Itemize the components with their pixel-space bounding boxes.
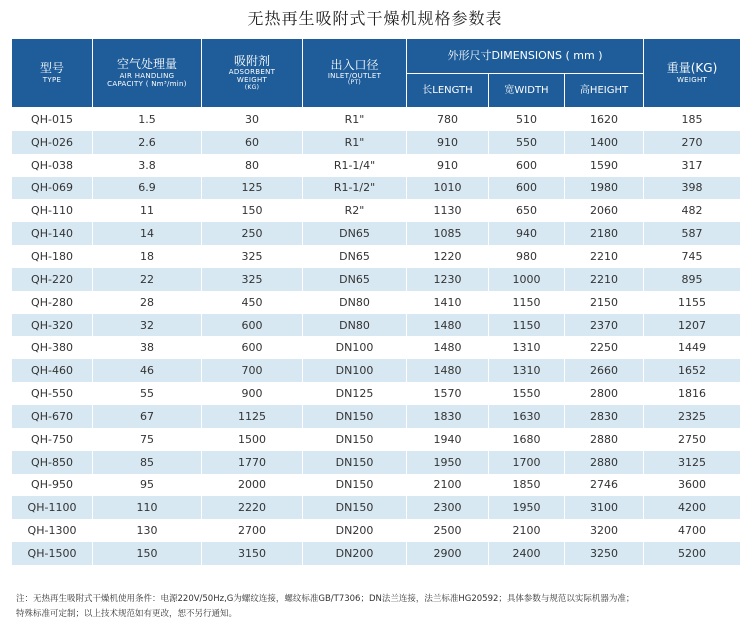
cell-length: 1480 — [407, 359, 489, 382]
cell-inlet-outlet: DN80 — [303, 314, 407, 337]
cell-length: 1010 — [407, 177, 489, 200]
cell-adsorbent: 600 — [202, 314, 303, 337]
cell-inlet-outlet: DN150 — [303, 451, 407, 474]
cell-type: QH-320 — [12, 314, 93, 337]
cell-weight: 895 — [644, 268, 741, 291]
cell-inlet-outlet: DN200 — [303, 542, 407, 565]
cell-adsorbent: 325 — [202, 268, 303, 291]
cell-adsorbent: 3150 — [202, 542, 303, 565]
header-capacity: 空气处理量 AIR HANDLING CAPACITY ( Nm³/min) — [93, 39, 202, 108]
cell-capacity: 38 — [93, 336, 202, 359]
cell-inlet-outlet: DN65 — [303, 222, 407, 245]
cell-width: 1700 — [489, 451, 565, 474]
cell-capacity: 130 — [93, 519, 202, 542]
footnote-line-2: 特殊标准可定制；以上技术规范如有更改，恕不另行通知。 — [16, 609, 238, 619]
cell-adsorbent: 700 — [202, 359, 303, 382]
cell-capacity: 2.6 — [93, 131, 202, 154]
cell-length: 1220 — [407, 245, 489, 268]
cell-height: 2060 — [565, 199, 644, 222]
header-weight: 重量(KG) WEIGHT — [644, 39, 741, 108]
table-row — [12, 268, 741, 291]
header-width: 宽WIDTH — [489, 74, 565, 108]
cell-capacity: 75 — [93, 428, 202, 451]
cell-type: QH-038 — [12, 154, 93, 177]
cell-capacity: 18 — [93, 245, 202, 268]
cell-type: QH-026 — [12, 131, 93, 154]
cell-height: 3200 — [565, 519, 644, 542]
cell-height: 1590 — [565, 154, 644, 177]
cell-weight: 398 — [644, 177, 741, 200]
cell-inlet-outlet: DN150 — [303, 428, 407, 451]
cell-inlet-outlet: DN150 — [303, 496, 407, 519]
cell-width: 1950 — [489, 496, 565, 519]
table-row — [12, 519, 741, 542]
cell-weight: 587 — [644, 222, 741, 245]
table-row — [12, 451, 741, 474]
cell-width: 980 — [489, 245, 565, 268]
table-row — [12, 542, 741, 565]
cell-adsorbent: 2220 — [202, 496, 303, 519]
cell-length: 1410 — [407, 291, 489, 314]
cell-length: 1130 — [407, 199, 489, 222]
cell-weight: 1449 — [644, 336, 741, 359]
cell-length: 1480 — [407, 314, 489, 337]
table-row — [12, 382, 741, 405]
cell-capacity: 150 — [93, 542, 202, 565]
cell-width: 1310 — [489, 359, 565, 382]
cell-capacity: 1.5 — [93, 108, 202, 131]
cell-capacity: 110 — [93, 496, 202, 519]
cell-adsorbent: 600 — [202, 336, 303, 359]
cell-inlet-outlet: DN80 — [303, 291, 407, 314]
cell-capacity: 95 — [93, 474, 202, 497]
cell-width: 940 — [489, 222, 565, 245]
cell-inlet-outlet: DN150 — [303, 405, 407, 428]
footnote — [16, 592, 741, 622]
cell-adsorbent: 900 — [202, 382, 303, 405]
table-row — [12, 131, 741, 154]
cell-inlet-outlet: R2" — [303, 199, 407, 222]
cell-length: 1830 — [407, 405, 489, 428]
cell-inlet-outlet: DN65 — [303, 245, 407, 268]
cell-length: 910 — [407, 154, 489, 177]
cell-capacity: 6.9 — [93, 177, 202, 200]
table-row — [12, 496, 741, 519]
cell-capacity: 11 — [93, 199, 202, 222]
cell-type: QH-180 — [12, 245, 93, 268]
cell-width: 1310 — [489, 336, 565, 359]
cell-type: QH-220 — [12, 268, 93, 291]
header-type: 型号 TYPE — [12, 39, 93, 108]
cell-capacity: 55 — [93, 382, 202, 405]
cell-weight: 3125 — [644, 451, 741, 474]
cell-length: 1480 — [407, 336, 489, 359]
header-adsorbent: 吸附剂 ADSORBENT WEIGHT (KG) — [202, 39, 303, 108]
header-inlet-outlet: 出入口径 INLET/OUTLET (PT) — [303, 39, 407, 108]
spec-table-body — [12, 108, 741, 565]
cell-inlet-outlet: R1-1/2" — [303, 177, 407, 200]
cell-height: 1400 — [565, 131, 644, 154]
cell-inlet-outlet: DN150 — [303, 474, 407, 497]
cell-height: 2880 — [565, 451, 644, 474]
header-height: 高HEIGHT — [565, 74, 644, 108]
cell-type: QH-069 — [12, 177, 93, 200]
cell-inlet-outlet: DN100 — [303, 336, 407, 359]
cell-adsorbent: 2700 — [202, 519, 303, 542]
cell-width: 1630 — [489, 405, 565, 428]
spec-table — [11, 38, 741, 565]
cell-length: 1950 — [407, 451, 489, 474]
cell-weight: 5200 — [644, 542, 741, 565]
cell-type: QH-1500 — [12, 542, 93, 565]
table-row — [12, 245, 741, 268]
cell-capacity: 28 — [93, 291, 202, 314]
table-row — [12, 108, 741, 131]
cell-height: 3100 — [565, 496, 644, 519]
cell-type: QH-670 — [12, 405, 93, 428]
cell-height: 2746 — [565, 474, 644, 497]
table-row — [12, 222, 741, 245]
cell-capacity: 85 — [93, 451, 202, 474]
cell-inlet-outlet: DN125 — [303, 382, 407, 405]
cell-type: QH-550 — [12, 382, 93, 405]
cell-height: 2370 — [565, 314, 644, 337]
cell-height: 2210 — [565, 245, 644, 268]
cell-inlet-outlet: R1-1/4" — [303, 154, 407, 177]
cell-adsorbent: 60 — [202, 131, 303, 154]
cell-inlet-outlet: R1" — [303, 131, 407, 154]
cell-type: QH-950 — [12, 474, 93, 497]
cell-length: 1085 — [407, 222, 489, 245]
cell-width: 600 — [489, 177, 565, 200]
cell-capacity: 46 — [93, 359, 202, 382]
cell-width: 550 — [489, 131, 565, 154]
cell-type: QH-850 — [12, 451, 93, 474]
cell-weight: 317 — [644, 154, 741, 177]
cell-length: 2100 — [407, 474, 489, 497]
cell-width: 1150 — [489, 291, 565, 314]
cell-type: QH-1300 — [12, 519, 93, 542]
cell-capacity: 32 — [93, 314, 202, 337]
cell-capacity: 14 — [93, 222, 202, 245]
cell-adsorbent: 150 — [202, 199, 303, 222]
cell-weight: 3600 — [644, 474, 741, 497]
cell-height: 2180 — [565, 222, 644, 245]
cell-inlet-outlet: R1" — [303, 108, 407, 131]
cell-adsorbent: 30 — [202, 108, 303, 131]
cell-type: QH-015 — [12, 108, 93, 131]
table-row — [12, 405, 741, 428]
table-row — [12, 428, 741, 451]
cell-length: 2500 — [407, 519, 489, 542]
cell-width: 1150 — [489, 314, 565, 337]
cell-width: 650 — [489, 199, 565, 222]
cell-adsorbent: 2000 — [202, 474, 303, 497]
cell-capacity: 67 — [93, 405, 202, 428]
cell-adsorbent: 125 — [202, 177, 303, 200]
cell-width: 2400 — [489, 542, 565, 565]
cell-inlet-outlet: DN65 — [303, 268, 407, 291]
cell-length: 780 — [407, 108, 489, 131]
cell-weight: 185 — [644, 108, 741, 131]
cell-weight: 4700 — [644, 519, 741, 542]
cell-length: 2300 — [407, 496, 489, 519]
cell-type: QH-1100 — [12, 496, 93, 519]
table-row — [12, 314, 741, 337]
table-row — [12, 359, 741, 382]
cell-width: 600 — [489, 154, 565, 177]
cell-type: QH-380 — [12, 336, 93, 359]
cell-length: 910 — [407, 131, 489, 154]
cell-type: QH-140 — [12, 222, 93, 245]
table-row — [12, 177, 741, 200]
cell-inlet-outlet: DN200 — [303, 519, 407, 542]
cell-weight: 2325 — [644, 405, 741, 428]
cell-type: QH-750 — [12, 428, 93, 451]
table-row — [12, 336, 741, 359]
table-row — [12, 474, 741, 497]
cell-width: 1550 — [489, 382, 565, 405]
cell-height: 2800 — [565, 382, 644, 405]
cell-weight: 2750 — [644, 428, 741, 451]
cell-adsorbent: 450 — [202, 291, 303, 314]
cell-length: 1570 — [407, 382, 489, 405]
cell-weight: 4200 — [644, 496, 741, 519]
cell-length: 2900 — [407, 542, 489, 565]
cell-weight: 1816 — [644, 382, 741, 405]
cell-length: 1940 — [407, 428, 489, 451]
cell-type: QH-280 — [12, 291, 93, 314]
cell-adsorbent: 1770 — [202, 451, 303, 474]
cell-weight: 270 — [644, 131, 741, 154]
cell-type: QH-460 — [12, 359, 93, 382]
cell-height: 2150 — [565, 291, 644, 314]
cell-width: 2100 — [489, 519, 565, 542]
cell-weight: 1155 — [644, 291, 741, 314]
cell-height: 2250 — [565, 336, 644, 359]
cell-height: 3250 — [565, 542, 644, 565]
table-row — [12, 199, 741, 222]
page-title: 无热再生吸附式干燥机规格参数表 — [247, 9, 503, 28]
cell-capacity: 22 — [93, 268, 202, 291]
header-dimensions: 外形尺寸DIMENSIONS ( mm ) — [407, 39, 644, 74]
cell-width: 510 — [489, 108, 565, 131]
header-length: 长LENGTH — [407, 74, 489, 108]
cell-height: 2660 — [565, 359, 644, 382]
table-row — [12, 154, 741, 177]
cell-height: 2830 — [565, 405, 644, 428]
table-row — [12, 291, 741, 314]
cell-adsorbent: 1500 — [202, 428, 303, 451]
cell-width: 1850 — [489, 474, 565, 497]
cell-width: 1680 — [489, 428, 565, 451]
cell-height: 1620 — [565, 108, 644, 131]
cell-adsorbent: 250 — [202, 222, 303, 245]
cell-adsorbent: 1125 — [202, 405, 303, 428]
cell-width: 1000 — [489, 268, 565, 291]
cell-length: 1230 — [407, 268, 489, 291]
cell-weight: 745 — [644, 245, 741, 268]
cell-height: 2880 — [565, 428, 644, 451]
cell-adsorbent: 80 — [202, 154, 303, 177]
cell-weight: 1207 — [644, 314, 741, 337]
cell-adsorbent: 325 — [202, 245, 303, 268]
cell-height: 2210 — [565, 268, 644, 291]
cell-weight: 482 — [644, 199, 741, 222]
cell-inlet-outlet: DN100 — [303, 359, 407, 382]
cell-type: QH-110 — [12, 199, 93, 222]
footnote-line-1: 注：无热再生吸附式干燥机使用条件：电源220V/50Hz,G为螺纹连接，螺纹标准GB/T7306；DN法兰连接，法兰标准HG20592；具体参数与规范以实际机器为准； — [16, 594, 635, 604]
cell-capacity: 3.8 — [93, 154, 202, 177]
cell-weight: 1652 — [644, 359, 741, 382]
cell-height: 1980 — [565, 177, 644, 200]
